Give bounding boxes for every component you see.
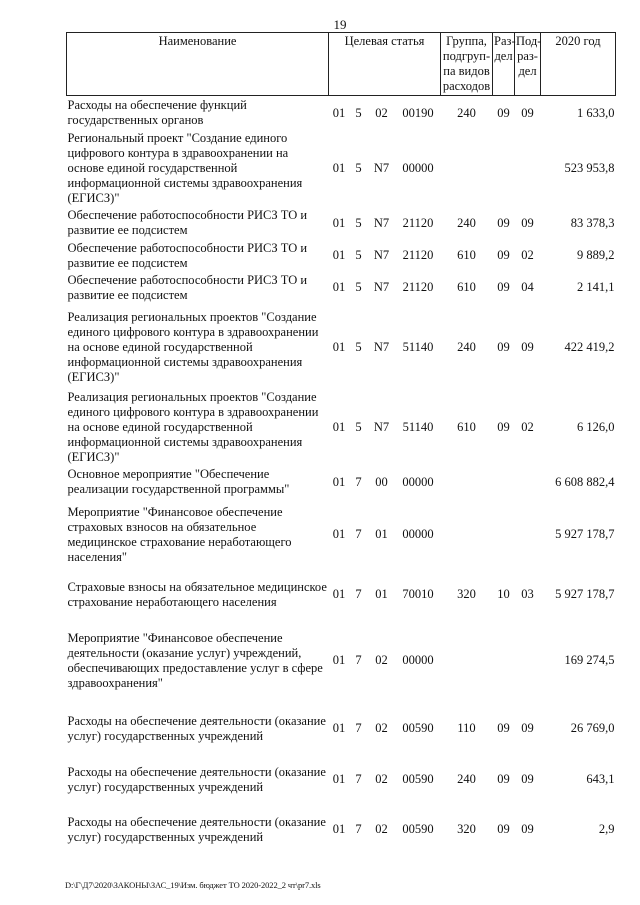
subsection-code: 03 [521,587,534,601]
expense-group: 240 [457,339,476,354]
row-name: Реализация региональных проектов "Создание единого цифрового контура в здравоохранении на основе единой государственной информационной системы здравоохранения (ЕГИСЗ)" [67,309,319,384]
header-year: 2020 год [541,33,616,96]
amount-2020: 2,9 [598,822,615,836]
amount-2020: 643,1 [586,772,615,786]
target-code-event: 01 [375,527,388,541]
expense-group: 240 [457,105,476,120]
subsection-code: 09 [521,215,534,230]
row-name: Обеспечение работоспособности РИСЗ ТО и развитие ее подсистем [67,208,308,237]
header-section: Раз-дел [493,33,515,96]
row-name: Мероприятие "Финансовое обеспечение страховых взносов на обязательное медицинское страхование неработающего населения" [67,504,292,564]
target-code-event: 02 [375,653,388,667]
expense-group [441,465,493,500]
target-code-direction: 00190 [402,105,434,120]
table-row [67,465,616,500]
subsection-code: 04 [521,280,534,294]
expense-group: 110 [457,721,476,735]
expense-group: 320 [457,822,476,836]
target-code-program: 01 [332,215,346,230]
header-subsection: Под-раз-дел [515,33,541,96]
amount-2020: 26 769,0 [570,721,615,735]
section-code: 09 [497,248,510,262]
amount-2020: 9 889,2 [577,248,615,262]
target-code-direction: 00590 [402,772,434,786]
target-code-event: 01 [375,587,388,601]
section-code [493,131,515,206]
subsection-code: 09 [521,721,534,735]
target-code-event: 02 [375,721,388,735]
table-row [67,131,616,206]
target-code-direction: 21120 [402,280,434,294]
table-row [67,500,616,570]
target-code-direction: 00590 [402,822,434,836]
table-row [67,206,616,241]
amount-2020: 6 126,0 [577,419,615,434]
table-row [67,570,616,620]
amount-2020: 6 608 882,4 [555,474,615,489]
table-row [67,620,616,702]
target-code-event: 00 [375,474,388,489]
target-code-direction: 51140 [402,419,434,434]
expense-group: 320 [457,587,476,601]
target-code-direction: 70010 [402,587,434,601]
target-code-program: 01 [332,474,346,489]
row-name: Расходы на обеспечение деятельности (оказание услуг) государственных учреждений [67,814,326,844]
page-number: 19 [333,17,347,32]
target-code-event: N7 [373,248,390,262]
subsection-code: 09 [521,105,534,120]
header-name: Наименование [67,33,329,96]
target-code-program: 01 [332,653,346,667]
target-code-subprogram: 7 [355,653,362,667]
subsection-code: 02 [521,248,534,262]
amount-2020: 523 953,8 [564,160,615,175]
target-code-event: 02 [375,822,388,836]
table-row [67,390,616,465]
target-code-event: N7 [373,419,390,434]
target-code-event: N7 [373,339,390,354]
amount-2020: 1 633,0 [577,105,615,120]
expense-group: 240 [457,215,476,230]
target-code-program: 01 [332,105,346,120]
section-code: 09 [497,419,510,434]
expense-group: 240 [457,772,476,786]
target-code-direction: 51140 [402,339,434,354]
header-target: Целевая статья [329,33,441,96]
row-name: Расходы на обеспечение деятельности (оказание услуг) государственных учреждений [67,713,326,743]
section-code: 09 [497,215,510,230]
row-name: Основное мероприятие "Обеспечение реализации государственной программы" [67,467,290,496]
subsection-code [515,620,541,702]
target-code-program: 01 [332,419,346,434]
section-code: 09 [497,721,510,735]
subsection-code: 09 [521,822,534,836]
target-code-subprogram: 7 [355,721,362,735]
target-code-event: N7 [373,280,390,294]
section-code [493,465,515,500]
subsection-code: 09 [521,339,534,354]
target-code-subprogram: 5 [355,280,362,294]
table-row [67,804,616,856]
row-name: Обеспечение работоспособности РИСЗ ТО и развитие ее подсистем [67,272,308,302]
target-code-direction: 00590 [402,721,434,735]
expense-group [441,620,493,702]
subsection-code: 09 [521,772,534,786]
target-code-direction: 00000 [402,527,434,541]
target-code-program: 01 [332,822,346,836]
table-row [67,96,616,131]
target-code-subprogram: 7 [355,587,362,601]
table-row [67,305,616,390]
target-code-subprogram: 5 [355,215,362,230]
row-name: Региональный проект "Создание единого цифрового контура в здравоохранении на основе единой государственной информационной системы здравоохранения (ЕГИСЗ)" [67,130,303,205]
subsection-code [515,500,541,570]
target-code-direction: 21120 [402,248,434,262]
table-row [67,702,616,756]
target-code-subprogram: 7 [355,822,362,836]
expense-group: 610 [457,280,476,294]
amount-2020: 422 419,2 [564,339,615,354]
target-code-subprogram: 7 [355,772,362,786]
section-code [493,500,515,570]
target-code-program: 01 [332,248,346,262]
target-code-program: 01 [332,721,346,735]
target-code-program: 01 [332,160,346,175]
target-code-subprogram: 7 [355,474,362,489]
target-code-subprogram: 5 [355,248,362,262]
section-code [493,620,515,702]
target-code-direction: 00000 [402,160,434,175]
table-header [67,33,616,96]
expense-group: 610 [457,419,476,434]
target-code-direction: 00000 [402,474,434,489]
target-code-subprogram: 5 [355,419,362,434]
row-name: Реализация региональных проектов "Создание единого цифрового контура в здравоохранении на основе единой государственной информационной системы здравоохранения (ЕГИСЗ)" [67,389,319,464]
section-code: 09 [497,280,510,294]
target-code-direction: 00000 [402,653,434,667]
row-name: Обеспечение работоспособности РИСЗ ТО и развитие ее подсистем [67,240,308,270]
target-code-subprogram: 5 [355,105,362,120]
target-code-subprogram: 5 [355,339,362,354]
target-code-subprogram: 7 [355,527,362,541]
target-code-program: 01 [332,527,346,541]
row-name: Расходы на обеспечение функций государственных органов [67,98,247,128]
target-code-event: 02 [375,772,388,786]
table-row [67,241,616,271]
row-name: Мероприятие "Финансовое обеспечение деятельности (оказание услуг) учреждений, обеспечивающих предоставление услуг в сфере здравоохранения" [67,630,323,690]
section-code: 09 [497,105,510,120]
expense-group [441,131,493,206]
target-code-program: 01 [332,339,346,354]
subsection-code: 02 [521,419,534,434]
amount-2020: 169 274,5 [564,653,615,667]
footer-file-path: D:\Г\Д7\2020\ЗАКОНЫ\ЗАС_19\Изм. бюджет ТО 2020-2022_2 чт\pr7.xls [65,880,321,890]
row-name: Страховые взносы на обязательное медицинское страхование неработающего населения [67,579,327,609]
target-code-event: N7 [373,160,390,175]
amount-2020: 5 927 178,7 [555,587,615,601]
target-code-program: 01 [332,280,346,294]
amount-2020: 5 927 178,7 [555,527,615,541]
target-code-program: 01 [332,587,346,601]
table-body [67,96,616,856]
target-code-program: 01 [332,772,346,786]
target-code-direction: 21120 [402,215,434,230]
table-row [67,271,616,305]
header-group: Группа, подгруп-па видов расходов [441,33,493,96]
subsection-code [515,131,541,206]
section-code: 09 [497,772,510,786]
amount-2020: 2 141,1 [577,280,615,294]
section-code: 09 [497,339,510,354]
section-code: 09 [497,822,510,836]
row-name: Расходы на обеспечение деятельности (оказание услуг) государственных учреждений [67,764,326,794]
section-code: 10 [497,587,510,601]
amount-2020: 83 378,3 [570,215,615,230]
target-code-subprogram: 5 [355,160,362,175]
budget-table [66,32,616,856]
subsection-code [515,465,541,500]
table-row [67,756,616,804]
target-code-event: N7 [373,215,390,230]
target-code-event: 02 [375,105,388,120]
expense-group [441,500,493,570]
expense-group: 610 [457,248,476,262]
